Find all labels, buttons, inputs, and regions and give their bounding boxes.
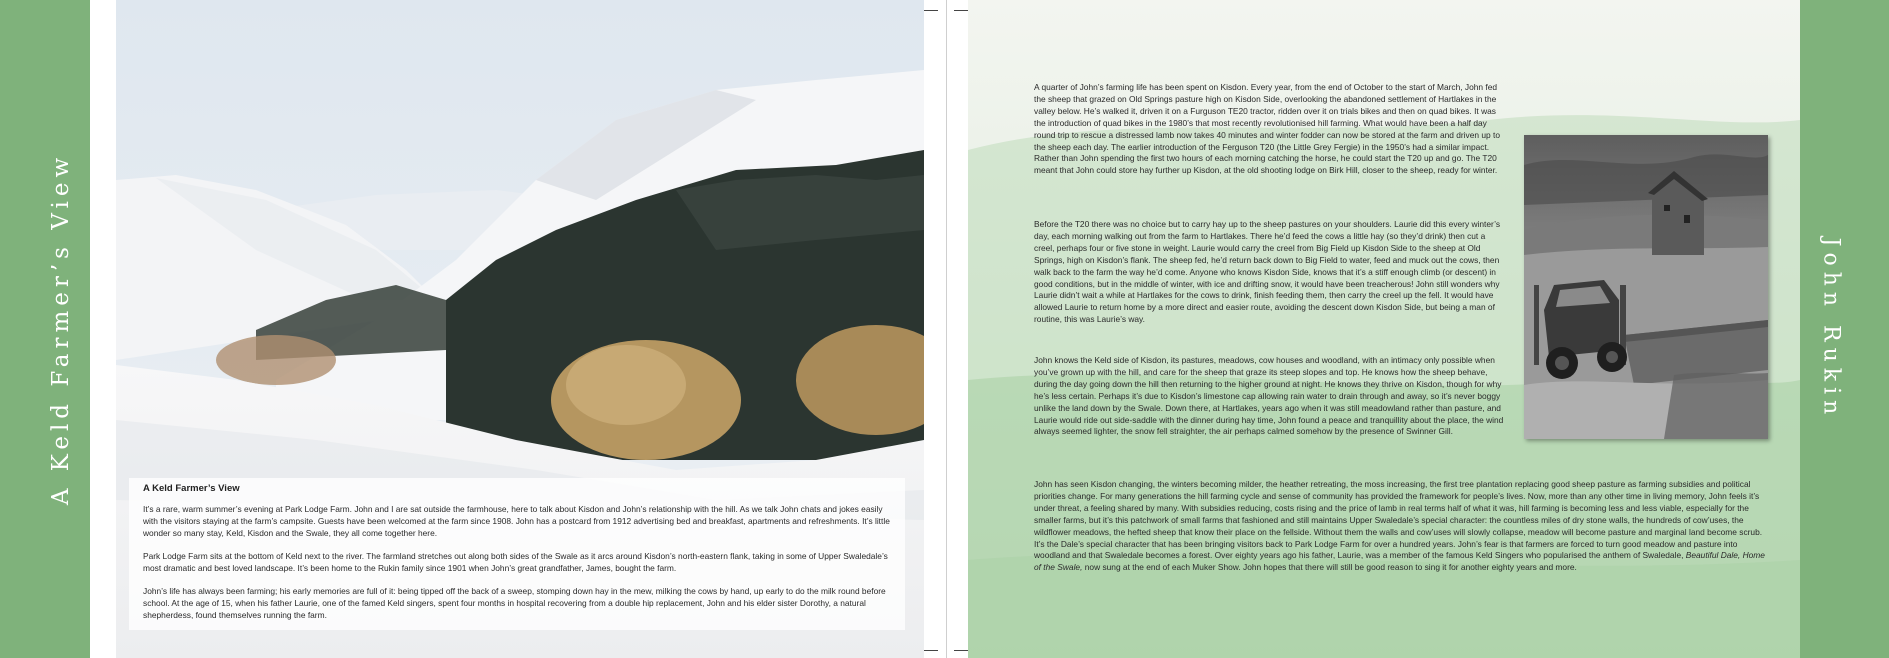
right-spine: [1800, 0, 1889, 658]
article-heading: A Keld Farmer’s View: [143, 483, 240, 494]
body-paragraph-4-main: John has seen Kisdon changing, the winters becoming milder, the heather retreating, the moss increasing, the first tree plantation replacing good sheep pasture as farming subsidies and political priorities change. For many generations the hill farming cycle and sense of community has provided the framework for people’s lives. Now, more than any other time in living memory, John feels it’s under threat, a feeling shared by many. With subsidies reducing, costs rising and the price of lamb in real terms half of what it was, hill farming is becoming less and less viable, especially for the smaller farms, but it’s this patchwork of small farms that fashioned and still maintains Upper Swaledale’s special character: the countless miles of dry stone walls, the hundreds of cow’uses, the wildflower meadows, the hefted sheep that know their place on the fellside. Without them the walls and cow’uses will slowly collapse, meadow will become pasture and marginal land become scrub. It’s the Dale’s special character that has been bringing visitors back to Park Lodge Farm for over a hundred years. John’s fear is that farmers are forced to turn good meadow and pasture into woodland and that Swaledale becomes a forest. Over eighty years ago his father, Laurie, was a member of the famous Keld Singers who popularised the anthem of Swaledale,: [1034, 479, 1763, 561]
page-fold: [924, 0, 968, 658]
body-paragraph-2: Before the T20 there was no choice but to carry hay up to the sheep pastures on your shoulders. Laurie did this every winter’s day, each morning walking out from the farm to Hartlakes. There he’d feed the cows a little hay (so they’d drink) then cut a creel, perhaps four or five stone in weight. Laurie would carry the creel from Big Field up Kisdon Side to the sheep at Old Springs, high on Kisdon’s flank. The sheep fed, he’d return back down to Big Field to water, feed and muck out the cows, then walk back to the farm the way he’d come. Anyone who knows Kisdon Side, knows that it’s a stiff enough climb (or descent) in good conditions, but in the middle of winter, with ice and drifting snow, it would have been treacherous! John still wonders why Laurie didn’t wait a while at Hartlakes for the cows to drink, finish feeding them, then carry the creel up the fell. It would have allowed Laurie to return home by a more direct and easier route, avoiding the descent down Kisdon Side, but being a man of routine, this was Laurie’s way.: [1034, 219, 1501, 325]
body-paragraph-1: A quarter of John’s farming life has been spent on Kisdon. Every year, from the end of October to the start of March, John fed the sheep that grazed on Old Springs pasture high on Kisdon Side, overlooking the abandoned settlement of Hartlakes in the valley below. He’s walked it, driven it on a Furguson TE20 tractor, ridden over it on trials bikes and then on quad bikes. It was the introduction of quad bikes in the 1980’s that most recently revolutionised hill farming. What would have been a half day round trip to rescue a distressed lamb now takes 40 minutes and winter fodder can now be stored at the farm and driven up to the sheep each day. The earlier introduction of the Ferguson T20 (the Little Grey Fergie) in the 1950’s had a similar impact. Rather than John spending the first two hours of each morning catching the horse, he could start the T20 up and go. The T20 meant that John could store hay further up Kisdon, at the old shooting lodge on Birk Hill, closer to the sheep, ready for winter.: [1034, 82, 1501, 176]
fold-line: [946, 0, 947, 658]
intro-paragraph-3: John’s life has always been farming; his early memories are full of it: being tipped off the back of a sweep, stomping down hay in the mew, milking the cows by hand, up early to do the milk round before school. At the age of 15, when his father Laurie, one of the famed Keld singers, spent four months in hospital recovering from a double hip replacement, John and his elder sister Dorothy, a natural shepherdess, found themselves running the farm.: [143, 586, 886, 620]
left-spine-title: A Keld Farmer’s View: [48, 152, 74, 506]
body-paragraph-3: John knows the Keld side of Kisdon, its pastures, meadows, cow houses and woodland, with an intimacy only possible when you’ve grown up with the hill, and care for the sheep that graze its steep slopes and top. He knows how the sheep behave, during the day going down the hill then returning to the higher ground at night. He knows they thrive on Kisdon, though for why he’s less certain. Perhaps it’s due to Kisdon’s limestone cap allowing rain water to drain through and away, so it’s never boggy unlike the land down by the Swale. Down there, at Hartlakes, years ago when it was still meadowland rather than pasture, and Laurie would ride out side-saddle with the dinner during hay time, John found a peace and tranquillity about the place, the wind always seemed lighter, the snow fell straighter, the air perhaps calmed somehow by the presence of Swinner Gill.: [1034, 355, 1504, 437]
left-gutter: [90, 0, 116, 658]
tractor-barn-photo: [1524, 135, 1768, 439]
article-intro-box: [129, 478, 905, 630]
song-title: Beautiful Dale, Home of the Swale,: [1034, 550, 1765, 573]
crop-mark: [954, 10, 968, 11]
body-paragraph-4: [1034, 479, 1772, 574]
intro-paragraph-2: Park Lodge Farm sits at the bottom of Keld next to the river. The farmland stretches out along both sides of the Swale as it arcs around Kisdon’s north-eastern flank, taking in some of Upper Swaledale’s most dramatic and best loved landscape. It’s been home to the Rukin family since 1901 when John’s great grandfather, James, bought the farm.: [143, 551, 888, 573]
intro-paragraph-1: It’s a rare, warm summer’s evening at Park Lodge Farm. John and I are sat outside the farmhouse, here to talk about Kisdon and John’s relationship with the hill. As we talk John chats and jokes easily with the visitors staying at the farm’s campsite. Guests have been welcomed at the farm since 1908. John has a postcard from 1912 advertising bed and breakfast, apartments and refreshments. It’s little wonder so many stay, Keld, Kisdon and the Swale, they all come together here.: [143, 504, 890, 538]
crop-mark: [924, 10, 938, 11]
left-spine: [0, 0, 90, 658]
body-paragraph-4-end: now sung at the end of each Muker Show. John hopes that there will still be good reason to sing it for another eighty years and more.: [1082, 562, 1577, 573]
crop-mark: [954, 650, 968, 651]
crop-mark: [924, 650, 938, 651]
right-spine-title: John Rukin: [1818, 237, 1844, 421]
